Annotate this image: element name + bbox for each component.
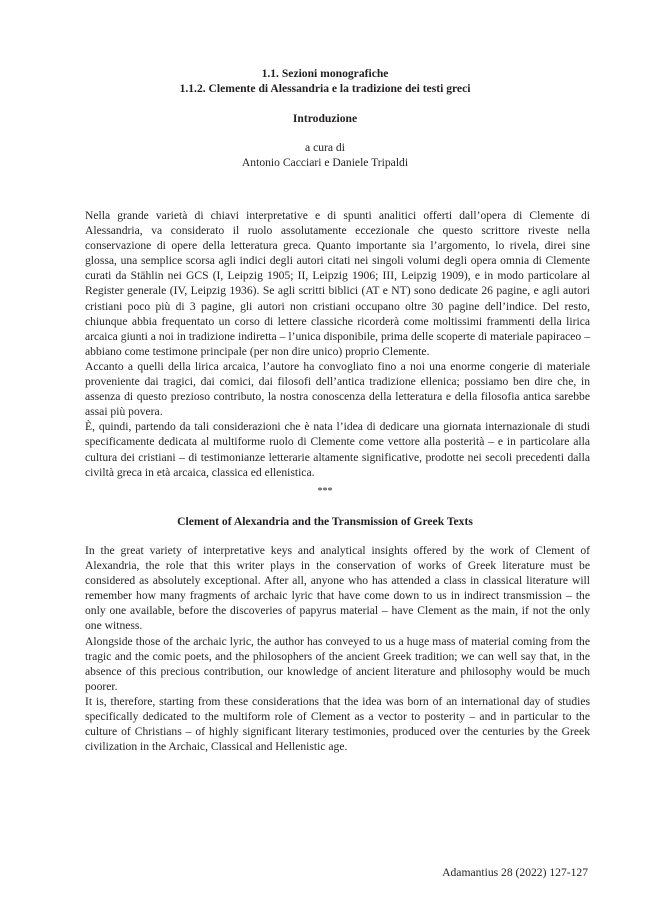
section-separator: *** xyxy=(317,486,333,497)
section-heading: 1.1. Sezioni monografiche xyxy=(261,67,389,80)
editors-names: Antonio Cacciari e Daniele Tripaldi xyxy=(241,156,409,169)
english-title: Clement of Alexandria and the Transmission of Greek Texts xyxy=(177,515,473,528)
english-paragraph: In the great variety of interpretative keys and analytical insights offered by the work of Clement of Alexandria, the role that this writer plays in the conservation of works of Greek literature must be considered as absolutely exceptional. After all, anyone who has attended a class in classical literature will remember how many fragments of archaic lyric that have come down to us in indirect transmission – the only one available, before the discoveries of papyrus material – have Clement as the main, if not the only one witness. xyxy=(85,544,590,633)
italian-introduction xyxy=(85,208,590,480)
subsection-heading: 1.1.2. Clemente di Alessandria e la tradizione dei testi greci xyxy=(179,82,471,95)
english-paragraph: It is, therefore, starting from these considerations that the idea was born of an international day of studies specifically dedicated to the multiform role of Clement as a vector to posterity – and in particular to the culture of Christians – of highly significant literary testimonies, produced over the centuries by the Greek civilization in the Archaic, Classical and Hellenistic age. xyxy=(85,694,590,754)
italian-paragraph: È, quindi, partendo da tali considerazioni che è nata l’idea di dedicare una giornata internazionale di studi specificamente dedicata al multiforme ruolo di Clemente come vettore alla posterità – e in particolare alla cultura dei cristiani – di testimonianze letterarie altamente significative, prodotte nei secoli precedenti dalla civiltà greca in età arcaica, classica ed ellenistica. xyxy=(85,420,590,479)
journal-citation: Adamantius 28 (2022) 127-127 xyxy=(442,866,588,879)
curated-by-label: a cura di xyxy=(305,141,345,154)
italian-paragraph: Accanto a quelli della lirica arcaica, l’autore ha convogliato fino a noi una enorme congerie di materiale proveniente dai tragici, dai comici, dai filosofi dell’antica tradizione ellenica; possiamo ben dire che, in assenza di questo prezioso contributo, la nostra conoscenza della letteratura e della filosofia antica sarebbe assai più povera. xyxy=(85,359,590,419)
english-introduction xyxy=(85,543,590,754)
english-paragraph: Alongside those of the archaic lyric, the author has conveyed to us a huge mass of material coming from the tragic and the comic poets, and the philosophers of the ancient Greek tradition; we can well say that, in the absence of this precious contribution, our knowledge of ancient literature and philosophy would be much poorer. xyxy=(85,634,590,693)
italian-paragraph: Nella grande varietà di chiavi interpretative e di spunti analitici offerti dall’opera di Clemente di Alessandria, va considerato il ruolo assolutamente eccezionale che questo scrittore riveste nella conservazione di opere della letteratura greca. Quanto importante sia l’argomento, lo rivela, direi sine glossa, una semplice scorsa agli indici degli autori citati nei singoli volumi degli opera omnia di Clemente curati da Stählin nei GCS (I, Leipzig 1905; II, Leipzig 1906; III, Leipzig 1909), e in modo particolare al Register generale (IV, Leipzig 1936). Se agli scritti biblici (AT e NT) sono dedicate 26 pagine, e agli autori cristiani poco più di 3 pagine, gli autori non cristiani occupano oltre 30 pagine dell’indice. Del resto, chiunque abbia frequentato un corso di lettere classiche ricorderà come moltissimi frammenti della lirica arcaica giunti a noi in tradizione indiretta – l’unica disponibile, prima delle scoperte di materiale papiraceo – abbiano come testimone principale (per non dire unico) proprio Clemente. xyxy=(85,209,590,358)
article-title: Introduzione xyxy=(292,112,358,125)
